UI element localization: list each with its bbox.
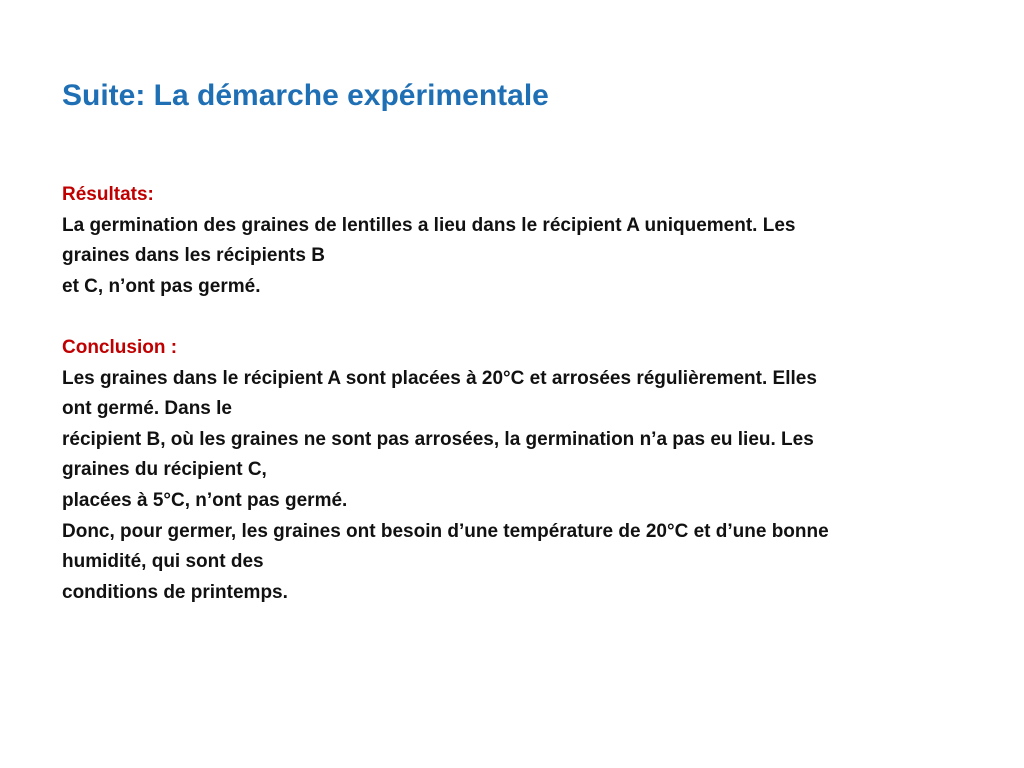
results-line: graines dans les récipients B bbox=[62, 245, 325, 267]
conclusion-line: Les graines dans le récipient A sont placées à 20°C et arrosées régulièrement. Elles bbox=[62, 367, 817, 389]
results-section bbox=[62, 180, 982, 302]
results-line: La germination des graines de lentilles a lieu dans le récipient A uniquement. Les bbox=[62, 214, 796, 236]
slide-content bbox=[62, 180, 982, 608]
conclusion-line: graines du récipient C, bbox=[62, 459, 267, 481]
conclusion-line: ont germé. Dans le bbox=[62, 398, 232, 420]
conclusion-line: Donc, pour germer, les graines ont besoin d’une température de 20°C et d’une bonne bbox=[62, 520, 829, 542]
conclusion-line: conditions de printemps. bbox=[62, 581, 288, 603]
slide-title: Suite: La démarche expérimentale bbox=[62, 79, 549, 112]
conclusion-heading: Conclusion : bbox=[62, 336, 178, 358]
conclusion-line: placées à 5°C, n’ont pas germé. bbox=[62, 489, 348, 511]
results-heading: Résultats: bbox=[62, 184, 154, 205]
results-line: et C, n’ont pas germé. bbox=[62, 275, 261, 297]
section-spacer bbox=[62, 302, 982, 333]
conclusion-section bbox=[62, 333, 982, 608]
conclusion-line: récipient B, où les graines ne sont pas arrosées, la germination n’a pas eu lieu. Les bbox=[62, 428, 814, 450]
conclusion-line: humidité, qui sont des bbox=[62, 551, 264, 573]
